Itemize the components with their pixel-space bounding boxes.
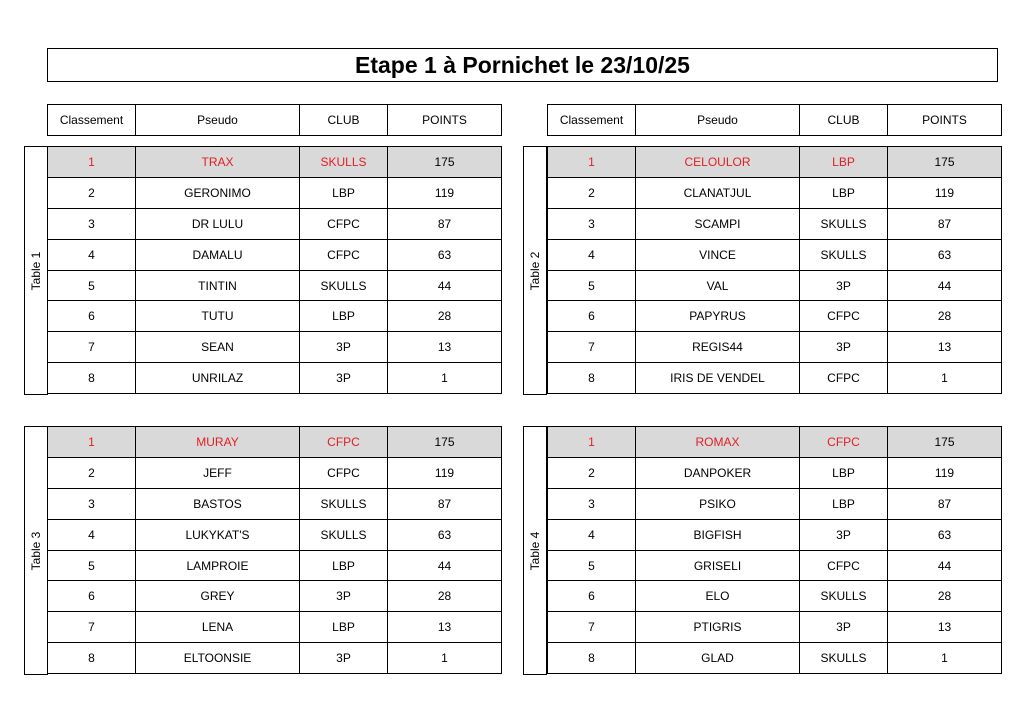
table-1 — [47, 146, 502, 394]
header-club: CLUB — [300, 105, 388, 136]
rank-cell: 8 — [548, 643, 636, 674]
club-cell: SKULLS — [300, 270, 388, 301]
rank-cell: 1 — [48, 147, 136, 178]
club-cell: SKULLS — [300, 147, 388, 178]
table-row — [48, 519, 502, 550]
pseudo-cell: SCAMPI — [636, 208, 800, 239]
rank-cell: 4 — [48, 239, 136, 270]
table-3-label — [24, 426, 48, 675]
rank-cell: 3 — [548, 208, 636, 239]
pseudo-cell: ROMAX — [636, 427, 800, 458]
points-cell: 87 — [888, 488, 1002, 519]
table-row — [48, 332, 502, 363]
pseudo-cell: LAMPROIE — [136, 550, 300, 581]
club-cell: CFPC — [800, 427, 888, 458]
rank-cell: 6 — [548, 581, 636, 612]
points-cell: 44 — [388, 270, 502, 301]
rank-cell: 4 — [548, 519, 636, 550]
header-points: POINTS — [388, 105, 502, 136]
table-4-label-text: Table 4 — [528, 531, 542, 570]
pseudo-cell: PAPYRUS — [636, 301, 800, 332]
rank-cell: 8 — [48, 643, 136, 674]
rank-cell: 7 — [548, 612, 636, 643]
table-row — [48, 488, 502, 519]
club-cell: CFPC — [300, 427, 388, 458]
club-cell: SKULLS — [800, 239, 888, 270]
club-cell: 3P — [800, 519, 888, 550]
club-cell: SKULLS — [800, 643, 888, 674]
points-cell: 63 — [388, 239, 502, 270]
club-cell: LBP — [800, 457, 888, 488]
club-cell: 3P — [300, 581, 388, 612]
rank-cell: 3 — [48, 208, 136, 239]
points-cell: 63 — [888, 519, 1002, 550]
pseudo-cell: GRISELI — [636, 550, 800, 581]
pseudo-cell: VAL — [636, 270, 800, 301]
pseudo-cell: REGIS44 — [636, 332, 800, 363]
pseudo-cell: BASTOS — [136, 488, 300, 519]
table-4 — [547, 426, 1002, 674]
club-cell: CFPC — [300, 208, 388, 239]
club-cell: CFPC — [800, 363, 888, 394]
points-cell: 87 — [388, 488, 502, 519]
table-row — [48, 270, 502, 301]
header-club: CLUB — [800, 105, 888, 136]
rank-cell: 5 — [548, 270, 636, 301]
points-cell: 28 — [888, 301, 1002, 332]
pseudo-cell: ELTOONSIE — [136, 643, 300, 674]
club-cell: CFPC — [300, 239, 388, 270]
header-classement: Classement — [48, 105, 136, 136]
table-row — [48, 177, 502, 208]
rank-cell: 5 — [48, 270, 136, 301]
table-row — [48, 427, 502, 458]
table-row — [548, 363, 1002, 394]
rank-cell: 5 — [548, 550, 636, 581]
table-row — [548, 612, 1002, 643]
rank-cell: 2 — [548, 457, 636, 488]
table-2-label — [523, 146, 547, 395]
table-row — [548, 177, 1002, 208]
header-classement: Classement — [548, 105, 636, 136]
club-cell: LBP — [300, 550, 388, 581]
header-pseudo: Pseudo — [636, 105, 800, 136]
club-cell: LBP — [300, 177, 388, 208]
rank-cell: 1 — [548, 147, 636, 178]
pseudo-cell: JEFF — [136, 457, 300, 488]
pseudo-cell: TRAX — [136, 147, 300, 178]
club-cell: CFPC — [300, 457, 388, 488]
pseudo-cell: ELO — [636, 581, 800, 612]
table-row — [48, 239, 502, 270]
points-cell: 1 — [388, 643, 502, 674]
table-row — [48, 301, 502, 332]
rank-cell: 8 — [48, 363, 136, 394]
rank-cell: 6 — [48, 581, 136, 612]
rank-cell: 7 — [548, 332, 636, 363]
points-cell: 63 — [888, 239, 1002, 270]
table-row — [548, 147, 1002, 178]
pseudo-cell: PTIGRIS — [636, 612, 800, 643]
table-row — [48, 612, 502, 643]
table-row — [548, 239, 1002, 270]
points-cell: 28 — [888, 581, 1002, 612]
pseudo-cell: IRIS DE VENDEL — [636, 363, 800, 394]
table-row — [48, 581, 502, 612]
pseudo-cell: SEAN — [136, 332, 300, 363]
points-cell: 175 — [888, 427, 1002, 458]
club-cell: 3P — [300, 332, 388, 363]
points-cell: 13 — [888, 332, 1002, 363]
club-cell: 3P — [800, 270, 888, 301]
header-pseudo: Pseudo — [136, 105, 300, 136]
points-cell: 63 — [388, 519, 502, 550]
table-4-label — [523, 426, 547, 675]
points-cell: 175 — [888, 147, 1002, 178]
club-cell: SKULLS — [300, 488, 388, 519]
points-cell: 175 — [388, 427, 502, 458]
points-cell: 87 — [888, 208, 1002, 239]
pseudo-cell: TUTU — [136, 301, 300, 332]
club-cell: SKULLS — [800, 581, 888, 612]
rank-cell: 8 — [548, 363, 636, 394]
table-row — [548, 488, 1002, 519]
table-row — [548, 581, 1002, 612]
points-cell: 1 — [888, 363, 1002, 394]
table-row — [48, 363, 502, 394]
rank-cell: 2 — [48, 457, 136, 488]
table-3 — [47, 426, 502, 674]
club-cell: CFPC — [800, 550, 888, 581]
rank-cell: 4 — [48, 519, 136, 550]
points-cell: 1 — [388, 363, 502, 394]
page-title: Etape 1 à Pornichet le 23/10/25 — [47, 48, 998, 82]
pseudo-cell: UNRILAZ — [136, 363, 300, 394]
rank-cell: 7 — [48, 612, 136, 643]
club-cell: SKULLS — [800, 208, 888, 239]
rank-cell: 6 — [48, 301, 136, 332]
club-cell: 3P — [300, 363, 388, 394]
club-cell: LBP — [800, 177, 888, 208]
pseudo-cell: LENA — [136, 612, 300, 643]
points-cell: 119 — [888, 177, 1002, 208]
table-1-label — [24, 146, 48, 395]
table-row — [548, 519, 1002, 550]
rank-cell: 3 — [548, 488, 636, 519]
points-cell: 87 — [388, 208, 502, 239]
club-cell: LBP — [800, 147, 888, 178]
table-2 — [547, 146, 1002, 394]
rank-cell: 1 — [548, 427, 636, 458]
pseudo-cell: MURAY — [136, 427, 300, 458]
table-row — [48, 550, 502, 581]
header-points: POINTS — [888, 105, 1002, 136]
pseudo-cell: CLANATJUL — [636, 177, 800, 208]
points-cell: 119 — [388, 457, 502, 488]
table-row — [48, 643, 502, 674]
pseudo-cell: LUKYKAT'S — [136, 519, 300, 550]
points-cell: 44 — [388, 550, 502, 581]
rank-cell: 5 — [48, 550, 136, 581]
table-1-label-text: Table 1 — [29, 251, 43, 290]
pseudo-cell: VINCE — [636, 239, 800, 270]
pseudo-cell: GERONIMO — [136, 177, 300, 208]
points-cell: 119 — [388, 177, 502, 208]
table-row — [48, 457, 502, 488]
table-row — [548, 301, 1002, 332]
rank-cell: 7 — [48, 332, 136, 363]
table-row — [48, 147, 502, 178]
pseudo-cell: DR LULU — [136, 208, 300, 239]
table-3-label-text: Table 3 — [29, 531, 43, 570]
points-cell: 13 — [388, 612, 502, 643]
column-header-right — [547, 104, 1002, 136]
pseudo-cell: DANPOKER — [636, 457, 800, 488]
pseudo-cell: TINTIN — [136, 270, 300, 301]
rank-cell: 2 — [548, 177, 636, 208]
pseudo-cell: CELOULOR — [636, 147, 800, 178]
points-cell: 28 — [388, 301, 502, 332]
club-cell: CFPC — [800, 301, 888, 332]
rank-cell: 2 — [48, 177, 136, 208]
club-cell: 3P — [300, 643, 388, 674]
club-cell: LBP — [300, 301, 388, 332]
table-row — [548, 270, 1002, 301]
club-cell: 3P — [800, 332, 888, 363]
rank-cell: 3 — [48, 488, 136, 519]
club-cell: 3P — [800, 612, 888, 643]
rank-cell: 6 — [548, 301, 636, 332]
pseudo-cell: GREY — [136, 581, 300, 612]
points-cell: 13 — [388, 332, 502, 363]
pseudo-cell: BIGFISH — [636, 519, 800, 550]
table-row — [548, 208, 1002, 239]
points-cell: 119 — [888, 457, 1002, 488]
table-row — [548, 550, 1002, 581]
rank-cell: 1 — [48, 427, 136, 458]
points-cell: 175 — [388, 147, 502, 178]
table-2-label-text: Table 2 — [528, 251, 542, 290]
table-row — [548, 457, 1002, 488]
points-cell: 44 — [888, 270, 1002, 301]
pseudo-cell: DAMALU — [136, 239, 300, 270]
club-cell: LBP — [300, 612, 388, 643]
rank-cell: 4 — [548, 239, 636, 270]
pseudo-cell: PSIKO — [636, 488, 800, 519]
club-cell: SKULLS — [300, 519, 388, 550]
table-row — [548, 427, 1002, 458]
points-cell: 1 — [888, 643, 1002, 674]
points-cell: 13 — [888, 612, 1002, 643]
column-header-left — [47, 104, 502, 136]
pseudo-cell: GLAD — [636, 643, 800, 674]
table-row — [548, 643, 1002, 674]
table-row — [548, 332, 1002, 363]
club-cell: LBP — [800, 488, 888, 519]
points-cell: 28 — [388, 581, 502, 612]
points-cell: 44 — [888, 550, 1002, 581]
table-row — [48, 208, 502, 239]
